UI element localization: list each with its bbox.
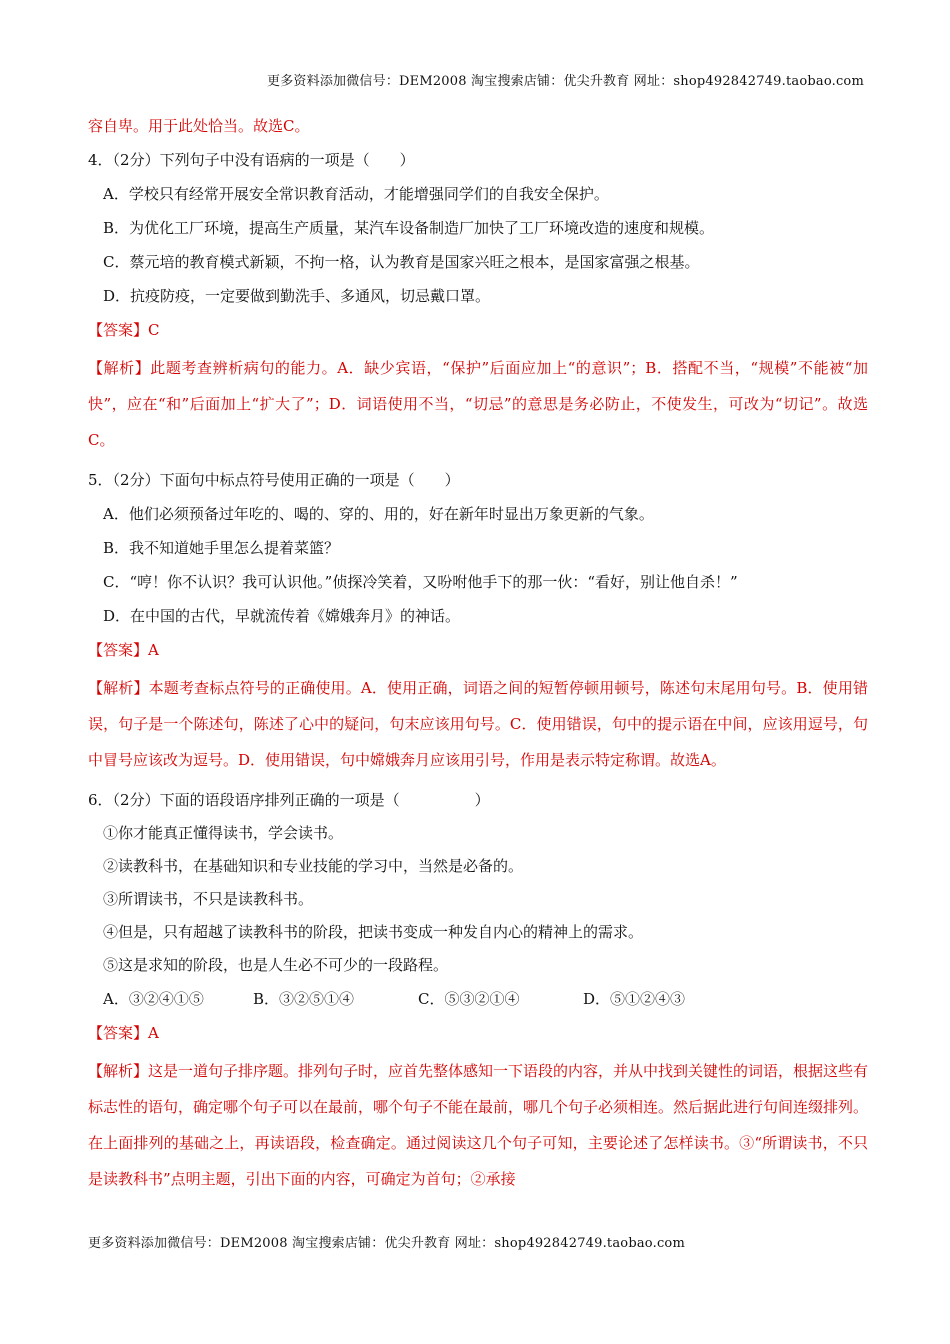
question-6-explanation: 【解析】这是一道句子排序题。排列句子时，应首先整体感知一下语段的内容，并从中找到关键性的词语，根据这些有标志性的语句，确定哪个句子可以在最前，哪个句子不能在最前，哪几个句子必须相连。然后据此进行句间连缀排列。在上面排列的基础之上，再读语段，检查确定。通过阅读这几个句子可知，主要论述了怎样读书。③“所谓读书，不只是读教科书”点明主题，引出下面的内容，可确定为首句；②承接 xyxy=(88,1062,869,1188)
question-6-option-b: B．③②⑤①④ xyxy=(253,990,355,1008)
question-4-answer: 【答案】C xyxy=(88,321,160,339)
question-6-stem: 6．（2分）下面的语段语序排列正确的一项是（ ） xyxy=(88,791,490,809)
page-content xyxy=(88,114,868,1197)
question-4-explanation: 【解析】此题考查辨析病句的能力。A．缺少宾语，“保护”后面应加上“的意识”；B．搭配不当，“规模”不能被“加快”，应在“和”后面加上“扩大了”；D．词语使用不当，“切忌”的意思是务必防止，不使发生，可改为“切记”。故选C。 xyxy=(88,359,868,449)
question-6-option-d: D．⑤①②④③ xyxy=(583,990,686,1008)
page-footer: 更多资料添加微信号：DEM2008 淘宝搜索店铺：优尖升教育 网址：shop492842749.taobao.com xyxy=(88,1236,685,1251)
question-6-sentence-4: ④但是，只有超越了读教科书的阶段，把读书变成一种发自内心的精神上的需求。 xyxy=(103,923,644,941)
question-6-option-c: C．⑤③②①④ xyxy=(418,990,520,1008)
question-6-sentence-1: ①你才能真正懂得读书，学会读书。 xyxy=(103,824,344,842)
question-4-option-c: C．蔡元培的教育模式新颖，不拘一格，认为教育是国家兴旺之根本，是国家富强之根基。 xyxy=(103,253,700,271)
question-6-answer: 【答案】A xyxy=(88,1024,159,1042)
question-5-option-a: A．他们必须预备过年吃的、喝的、穿的、用的，好在新年时显出万象更新的气象。 xyxy=(103,505,654,523)
question-5-stem: 5．（2分）下面句中标点符号使用正确的一项是（ ） xyxy=(88,471,460,489)
question-6-options xyxy=(88,987,868,1011)
question-5-option-c: C．“哼！你不认识？我可认识他。”侦探冷笑着，又吩咐他手下的那一伙：“看好，别让他自杀！” xyxy=(103,573,738,591)
question-4-stem: 4．（2分）下列句子中没有语病的一项是（ ） xyxy=(88,151,415,169)
question-6-sentence-5: ⑤这是求知的阶段，也是人生必不可少的一段路程。 xyxy=(103,956,449,974)
question-6-sentence-2: ②读教科书，在基础知识和专业技能的学习中，当然是必备的。 xyxy=(103,857,524,875)
intro-text: 容自卑。用于此处恰当。故选C。 xyxy=(88,117,310,135)
question-5-option-b: B．我不知道她手里怎么提着菜篮？ xyxy=(103,539,340,557)
question-6-option-a: A．③②④①⑤ xyxy=(103,990,204,1008)
question-6-sentence-3: ③所谓读书，不只是读教科书。 xyxy=(103,890,314,908)
question-5-answer: 【答案】A xyxy=(88,641,159,659)
question-4-option-a: A．学校只有经常开展安全常识教育活动，才能增强同学们的自我安全保护。 xyxy=(103,185,609,203)
question-5-option-d: D．在中国的古代，早就流传着《嫦娥奔月》的神话。 xyxy=(103,607,461,625)
question-5-explanation: 【解析】本题考查标点符号的正确使用。A．使用正确，词语之间的短暂停顿用顿号，陈述句末尾用句号。B．使用错误，句子是一个陈述句，陈述了心中的疑问，句末应该用句号。C．使用错误，句中的提示语在中间，应该用逗号，句中冒号应该改为逗号。D．使用错误，句中嫦娥奔月应该用引号，作用是表示特定称谓。故选A。 xyxy=(88,679,868,769)
question-4-option-b: B．为优化工厂环境，提高生产质量，某汽车设备制造厂加快了工厂环境改造的速度和规模。 xyxy=(103,219,715,237)
page-header: 更多资料添加微信号：DEM2008 淘宝搜索店铺：优尖升教育 网址：shop492842749.taobao.com xyxy=(267,74,864,89)
question-4-option-d: D．抗疫防疫，一定要做到勤洗手、多通风，切忌戴口罩。 xyxy=(103,287,491,305)
